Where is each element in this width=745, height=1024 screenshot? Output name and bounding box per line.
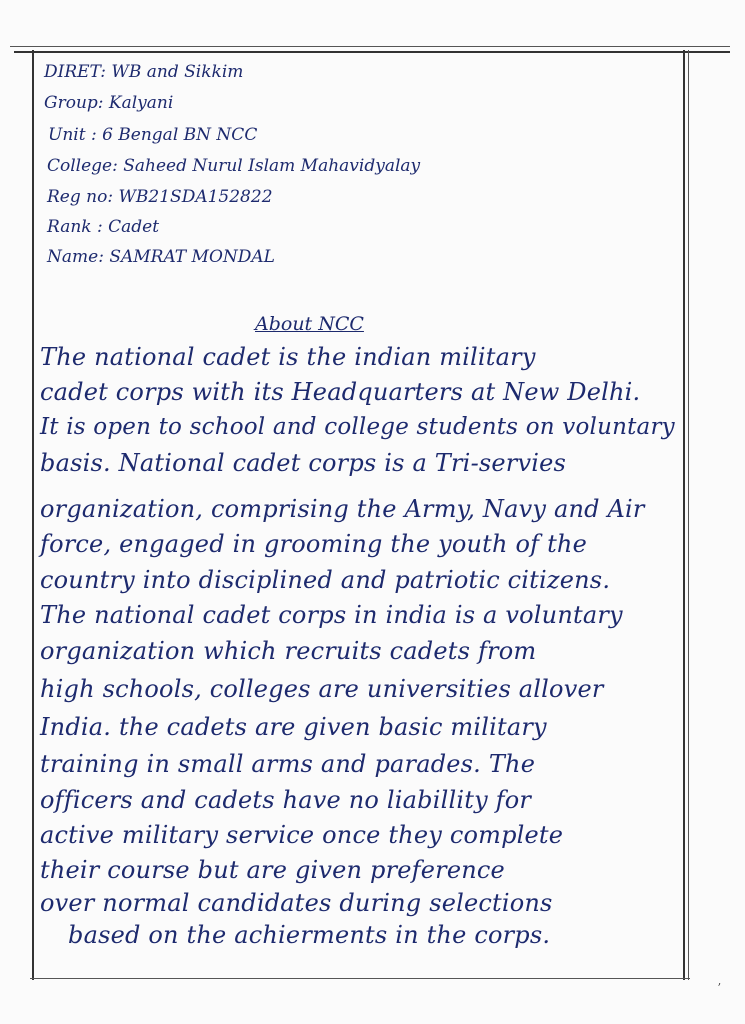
dirt-line: DIRET: WB and Sikkim — [44, 62, 244, 82]
right-margin-rule — [683, 50, 685, 980]
essay-line: over normal candidates during selections — [40, 889, 553, 917]
essay-line: high schools, colleges are universities allover — [40, 675, 604, 703]
top-margin-rule-double — [14, 51, 730, 53]
essay-line: based on the achierments in the corps. — [68, 921, 551, 949]
essay-line: country into disciplined and patriotic citizens. — [40, 566, 611, 594]
name-line: Name: SAMRAT MONDAL — [47, 247, 275, 267]
essay-line: The national cadet is the indian military — [40, 343, 536, 371]
unit-line: Unit : 6 Bengal BN NCC — [48, 125, 258, 145]
essay-line: basis. National cadet corps is a Tri-servies — [40, 449, 567, 477]
essay-line: cadet corps with its Headquarters at New Delhi. — [40, 378, 641, 406]
left-margin-rule — [32, 50, 34, 980]
bottom-margin-rule — [30, 978, 690, 979]
right-margin-rule-double — [688, 50, 689, 980]
essay-line: officers and cadets have no liabillity for — [40, 786, 532, 814]
essay-line: It is open to school and college students on voluntary — [40, 414, 675, 440]
essay-line: their course but are given preference — [40, 856, 505, 884]
essay-line: India. the cadets are given basic military — [40, 713, 547, 741]
college-line: College: Saheed Nurul Islam Mahavidyalay — [47, 156, 421, 176]
essay-line: organization which recruits cadets from — [40, 637, 537, 665]
top-margin-rule — [10, 46, 730, 47]
rank-line: Rank : Cadet — [47, 217, 160, 237]
essay-line: force, engaged in grooming the youth of the — [40, 530, 587, 558]
essay-line: training in small arms and parades. The — [40, 750, 536, 778]
essay-line: organization, comprising the Army, Navy and Air — [40, 495, 645, 523]
reg-no-line: Reg no: WB21SDA152822 — [47, 187, 273, 207]
essay-line: active military service once they complete — [40, 821, 564, 849]
essay-title: About NCC — [255, 313, 364, 335]
essay-line: The national cadet corps in india is a voluntary — [40, 601, 623, 629]
page-corner-mark: ʼ — [717, 981, 721, 995]
group-line: Group: Kalyani — [44, 93, 174, 113]
